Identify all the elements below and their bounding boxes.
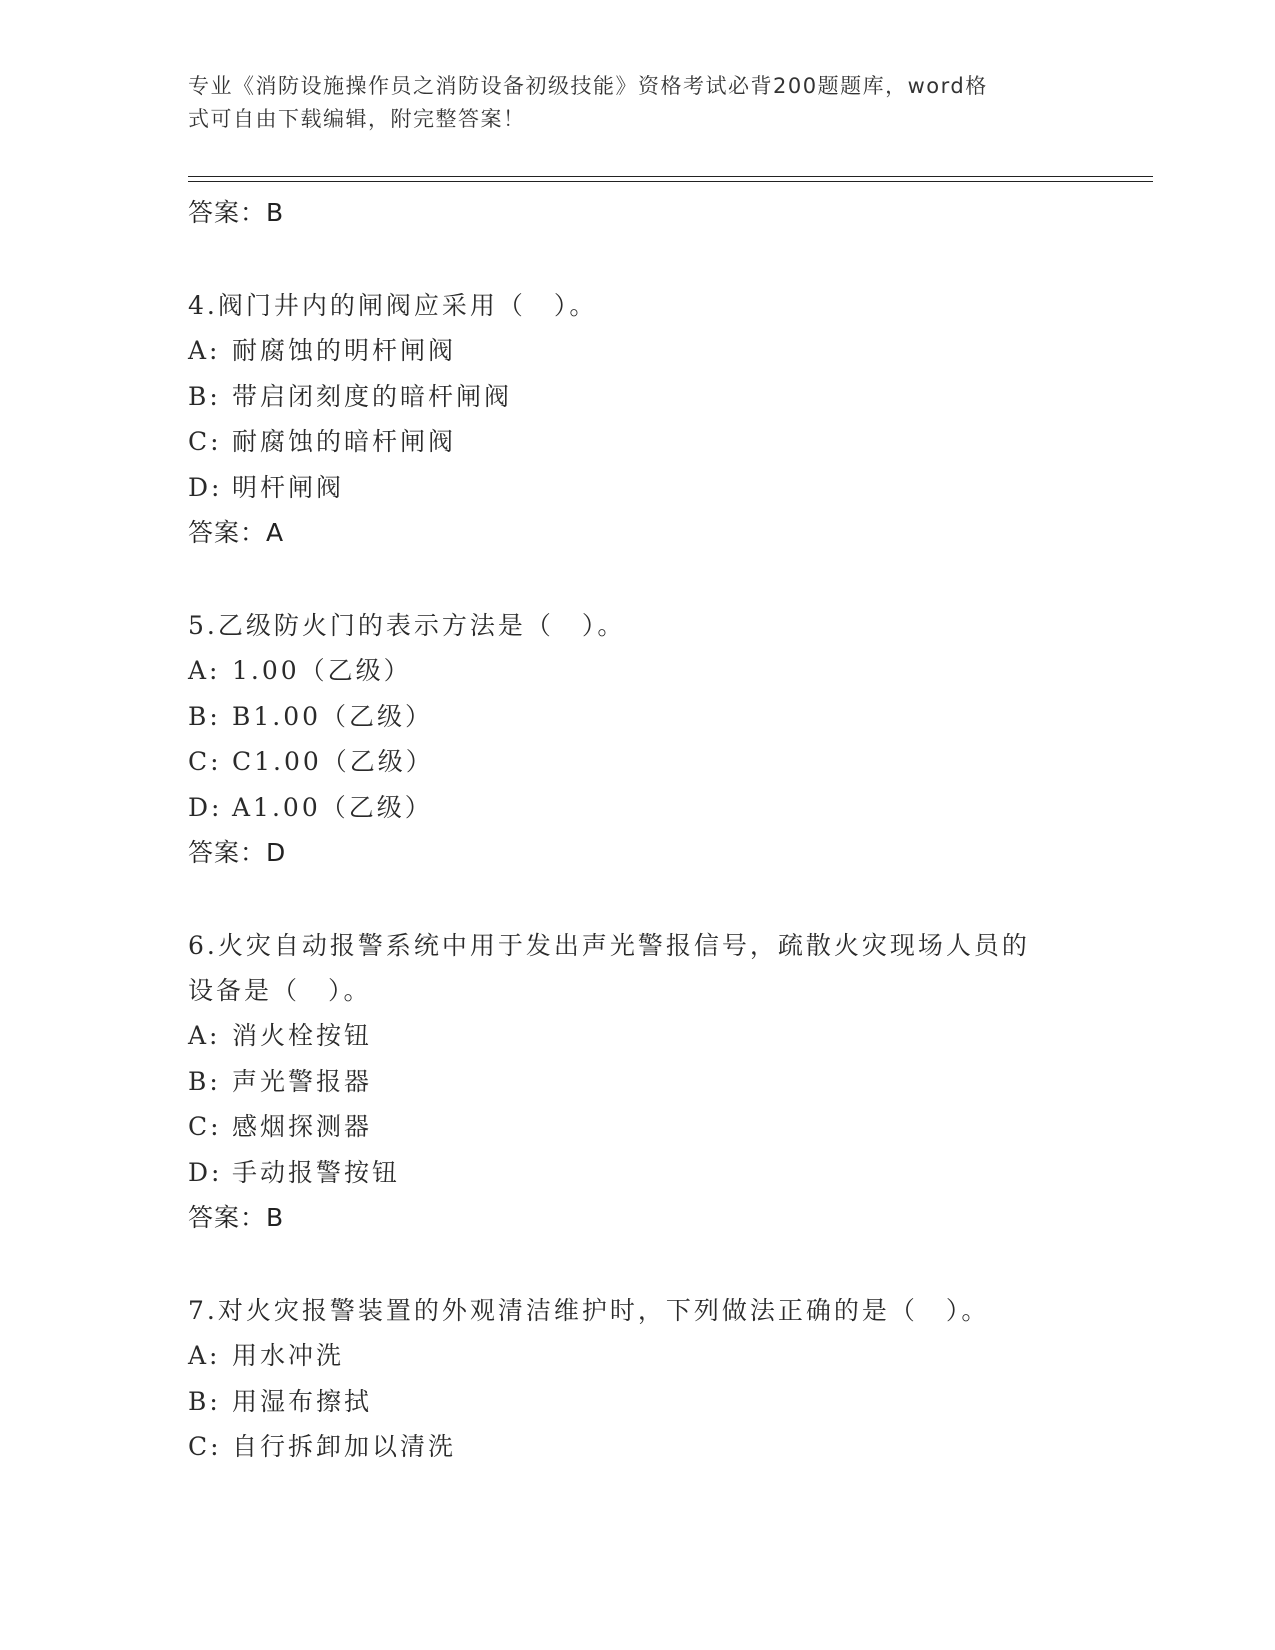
option-text: 耐腐蚀的暗杆闸阀 (232, 427, 457, 456)
answer-label: 答案：D (188, 838, 287, 867)
header-divider-bottom (188, 181, 1153, 182)
option-key: C: (188, 747, 222, 776)
option-key: A: (188, 336, 221, 365)
option-text: 耐腐蚀的明杆闸阀 (232, 336, 457, 365)
option-d (188, 1150, 1068, 1196)
question-block (188, 603, 1068, 876)
option-b (188, 1059, 1068, 1105)
answer-label: 答案：B (188, 198, 285, 227)
option-d (188, 785, 1068, 831)
option-a (188, 328, 1068, 374)
option-text: 自行拆卸加以清洗 (232, 1432, 457, 1461)
option-d (188, 465, 1068, 511)
option-text: B1.00（乙级） (232, 701, 434, 731)
option-b (188, 1379, 1068, 1425)
option-c (188, 1424, 1068, 1470)
question-block (188, 1288, 1068, 1470)
option-text: 手动报警按钮 (232, 1157, 401, 1187)
option-key: A: (188, 656, 221, 685)
option-text: 声光警报器 (232, 1066, 373, 1096)
question-stem: 6.火灾自动报警系统中用于发出声光警报信号，疏散火灾现场人员的设备是（ ）。 (188, 931, 1030, 1005)
option-b (188, 374, 1068, 420)
option-text: 明杆闸阀 (232, 472, 345, 502)
question-stem: 5.乙级防火门的表示方法是（ ）。 (188, 611, 626, 640)
option-a (188, 648, 1068, 694)
option-key: D: (188, 1157, 223, 1187)
page-header (188, 70, 1068, 136)
header-divider-top (188, 176, 1153, 177)
option-key: B: (188, 381, 221, 411)
option-key: A: (188, 1021, 221, 1050)
answer-label: 答案：A (188, 518, 285, 547)
question-block (188, 283, 1068, 556)
option-text: C1.00（乙级） (232, 747, 434, 776)
option-key: A: (188, 1341, 221, 1370)
option-text: 用水冲洗 (232, 1341, 345, 1370)
option-key: B: (188, 1066, 221, 1096)
question-list (188, 190, 1068, 1470)
header-line-1: 专业《消防设施操作员之消防设备初级技能》资格考试必背200题题库，word格 (188, 74, 988, 98)
option-key: C: (188, 1432, 222, 1461)
question-block (188, 923, 1068, 1241)
option-key: B: (188, 701, 221, 731)
question-stem: 7.对火灾报警装置的外观清洁维护时，下列做法正确的是（ ）。 (188, 1296, 990, 1325)
option-key: C: (188, 1112, 222, 1141)
header-line-2: 式可自由下载编辑，附完整答案！ (188, 107, 526, 131)
option-text: 带启闭刻度的暗杆闸阀 (232, 381, 513, 411)
option-key: D: (188, 792, 223, 822)
option-key: B: (188, 1386, 221, 1416)
answer-label: 答案：B (188, 1203, 285, 1232)
option-key: C: (188, 427, 222, 456)
option-b (188, 694, 1068, 740)
question-stem: 4.阀门井内的闸阀应采用（ ）。 (188, 291, 598, 320)
option-c (188, 739, 1068, 785)
option-a (188, 1333, 1068, 1379)
option-text: A1.00（乙级） (232, 792, 433, 822)
option-a (188, 1013, 1068, 1059)
option-c (188, 1104, 1068, 1150)
option-key: D: (188, 472, 223, 502)
option-text: 感烟探测器 (232, 1112, 373, 1141)
option-text: 消火栓按钮 (232, 1021, 373, 1050)
option-c (188, 419, 1068, 465)
option-text: 用湿布擦拭 (232, 1386, 373, 1416)
option-text: 1.00（乙级） (232, 656, 412, 685)
